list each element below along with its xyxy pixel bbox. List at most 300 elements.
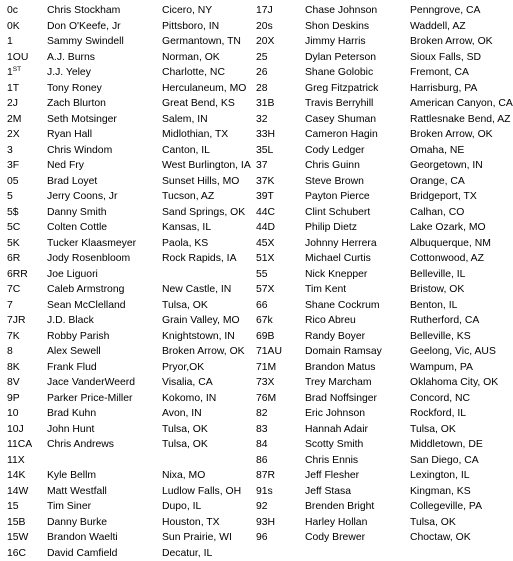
driver-row bbox=[7, 81, 247, 97]
driver-name: Ryan Hall bbox=[47, 127, 155, 143]
car-number bbox=[7, 205, 47, 221]
driver-row bbox=[7, 530, 247, 546]
driver-name: Michael Curtis bbox=[305, 251, 410, 267]
car-number-text: 1OU bbox=[7, 52, 28, 63]
driver-name: Joe Liguori bbox=[47, 267, 155, 283]
driver-name: Harley Hollan bbox=[305, 515, 410, 531]
car-number bbox=[7, 65, 47, 81]
car-number-text: 5 bbox=[7, 191, 13, 202]
hometown: Fremont, CA bbox=[410, 65, 502, 81]
car-number bbox=[256, 96, 305, 112]
hometown: Kingman, KS bbox=[410, 484, 502, 500]
driver-row bbox=[256, 313, 502, 329]
hometown: Germantown, TN bbox=[162, 34, 250, 50]
driver-name: John Hunt bbox=[47, 422, 155, 438]
car-number bbox=[7, 81, 47, 97]
driver-name: Zach Blurton bbox=[47, 96, 155, 112]
driver-name: Alex Sewell bbox=[47, 344, 155, 360]
hometown: Penngrove, CA bbox=[410, 3, 502, 19]
car-number bbox=[7, 344, 47, 360]
car-number bbox=[256, 174, 305, 190]
driver-row bbox=[256, 406, 502, 422]
car-number-text: 73X bbox=[256, 377, 275, 388]
car-number bbox=[256, 499, 305, 515]
hometown: Bristow, OK bbox=[410, 282, 502, 298]
driver-name: Philip Dietz bbox=[305, 220, 410, 236]
driver-name: Hannah Adair bbox=[305, 422, 410, 438]
driver-name: Steve Brown bbox=[305, 174, 410, 190]
hometown: Sand Springs, OK bbox=[162, 205, 250, 221]
hometown: Dupo, IL bbox=[162, 499, 250, 515]
driver-name: Sean McClelland bbox=[47, 298, 155, 314]
car-number-text: 2M bbox=[7, 114, 21, 125]
car-number-text: 7K bbox=[7, 331, 20, 342]
car-number-text: 35L bbox=[256, 145, 273, 156]
driver-name: Tim Siner bbox=[47, 499, 155, 515]
car-number-text: 1 bbox=[7, 36, 13, 47]
car-number-text: 44D bbox=[256, 222, 275, 233]
driver-name: Matt Westfall bbox=[47, 484, 155, 500]
car-number-text: 71AU bbox=[256, 346, 282, 357]
hometown: Tulsa, OK bbox=[162, 437, 250, 453]
driver-name: Jimmy Harris bbox=[305, 34, 410, 50]
driver-name: Brenden Bright bbox=[305, 499, 410, 515]
hometown: Decatur, IL bbox=[162, 546, 250, 561]
car-number-text: 83 bbox=[256, 424, 268, 435]
driver-row bbox=[7, 19, 247, 35]
car-number-text: 7 bbox=[7, 300, 13, 311]
hometown: Concord, NC bbox=[410, 391, 502, 407]
driver-name: Rico Abreu bbox=[305, 313, 410, 329]
driver-name: Tim Kent bbox=[305, 282, 410, 298]
driver-name: A.J. Burns bbox=[47, 50, 155, 66]
hometown: Tulsa, OK bbox=[162, 298, 250, 314]
car-number-text: 16C bbox=[7, 548, 26, 559]
driver-name: Cody Ledger bbox=[305, 143, 410, 159]
car-number bbox=[7, 406, 47, 422]
driver-row bbox=[7, 282, 247, 298]
car-number bbox=[256, 515, 305, 531]
car-number bbox=[256, 406, 305, 422]
driver-name: Cody Brewer bbox=[305, 530, 410, 546]
hometown: Lake Ozark, MO bbox=[410, 220, 502, 236]
hometown: Charlotte, NC bbox=[162, 65, 250, 81]
car-number bbox=[7, 236, 47, 252]
car-number-text: 2J bbox=[7, 98, 18, 109]
driver-row bbox=[256, 189, 502, 205]
car-number bbox=[7, 267, 47, 283]
driver-row bbox=[256, 81, 502, 97]
driver-row bbox=[256, 174, 502, 190]
driver-row bbox=[7, 546, 247, 561]
car-number bbox=[7, 189, 47, 205]
car-number-text: 5C bbox=[7, 222, 20, 233]
driver-name: Danny Smith bbox=[47, 205, 155, 221]
driver-name: Scotty Smith bbox=[305, 437, 410, 453]
driver-row bbox=[7, 298, 247, 314]
car-number bbox=[7, 468, 47, 484]
driver-row bbox=[7, 360, 247, 376]
car-number bbox=[7, 50, 47, 66]
car-number-text: 8 bbox=[7, 346, 13, 357]
car-number bbox=[256, 484, 305, 500]
driver-name: Seth Motsinger bbox=[47, 112, 155, 128]
car-number bbox=[256, 267, 305, 283]
driver-row bbox=[256, 360, 502, 376]
hometown: Orange, CA bbox=[410, 174, 502, 190]
driver-name: Cameron Hagin bbox=[305, 127, 410, 143]
driver-name: Don O'Keefe, Jr bbox=[47, 19, 155, 35]
hometown: Tucson, AZ bbox=[162, 189, 250, 205]
car-number bbox=[7, 220, 47, 236]
car-number-text: 82 bbox=[256, 408, 268, 419]
driver-name: Shane Golobic bbox=[305, 65, 410, 81]
hometown: Pittsboro, IN bbox=[162, 19, 250, 35]
car-number-text: 1T bbox=[7, 83, 19, 94]
hometown: Rattlesnake Bend, AZ bbox=[410, 112, 502, 128]
car-number bbox=[7, 360, 47, 376]
car-number-text: 5K bbox=[7, 238, 20, 249]
car-number-text: 28 bbox=[256, 83, 268, 94]
car-number-text: 69B bbox=[256, 331, 275, 342]
driver-row bbox=[256, 251, 502, 267]
car-number bbox=[256, 34, 305, 50]
driver-row bbox=[7, 515, 247, 531]
driver-row bbox=[256, 344, 502, 360]
driver-name: Tony Roney bbox=[47, 81, 155, 97]
hometown: Tulsa, OK bbox=[410, 515, 502, 531]
hometown: Tulsa, OK bbox=[162, 422, 250, 438]
driver-name: Shane Cockrum bbox=[305, 298, 410, 314]
car-number bbox=[7, 329, 47, 345]
car-number bbox=[256, 453, 305, 469]
driver-name: Dylan Peterson bbox=[305, 50, 410, 66]
car-number-text: 57X bbox=[256, 284, 275, 295]
driver-row bbox=[256, 282, 502, 298]
car-number-text: 67k bbox=[256, 315, 273, 326]
driver-name: David Camfield bbox=[47, 546, 155, 561]
driver-row bbox=[256, 112, 502, 128]
car-number bbox=[7, 127, 47, 143]
car-number-text: 76M bbox=[256, 393, 276, 404]
driver-name: Shon Deskins bbox=[305, 19, 410, 35]
driver-name: Jeff Stasa bbox=[305, 484, 410, 500]
car-number-text: 0c bbox=[7, 5, 18, 16]
hometown: Calhan, CO bbox=[410, 205, 502, 221]
car-number bbox=[7, 375, 47, 391]
driver-row bbox=[256, 50, 502, 66]
car-number bbox=[256, 344, 305, 360]
driver-name: Chris Ennis bbox=[305, 453, 410, 469]
hometown: Grain Valley, MO bbox=[162, 313, 250, 329]
hometown: Belleville, KS bbox=[410, 329, 502, 345]
car-number bbox=[7, 313, 47, 329]
driver-row bbox=[256, 375, 502, 391]
roster-column-right bbox=[256, 3, 502, 546]
driver-row bbox=[7, 3, 247, 19]
hometown: Broken Arrow, OK bbox=[410, 34, 502, 50]
driver-name: Brandon Waelti bbox=[47, 530, 155, 546]
hometown: West Burlington, IA bbox=[162, 158, 250, 174]
car-number-text: 3 bbox=[7, 145, 13, 156]
car-number-text: 32 bbox=[256, 114, 268, 125]
car-number-text: 55 bbox=[256, 269, 268, 280]
driver-row bbox=[256, 158, 502, 174]
car-number-text: 3F bbox=[7, 160, 19, 171]
car-number-text: 96 bbox=[256, 532, 268, 543]
hometown: Bridgeport, TX bbox=[410, 189, 502, 205]
car-number-text: 37 bbox=[256, 160, 268, 171]
car-number bbox=[7, 546, 47, 561]
car-number-text: 10J bbox=[7, 424, 24, 435]
driver-name: Payton Pierce bbox=[305, 189, 410, 205]
car-number bbox=[256, 127, 305, 143]
car-number bbox=[256, 437, 305, 453]
car-number-text: 5$ bbox=[7, 207, 19, 218]
hometown: New Castle, IN bbox=[162, 282, 250, 298]
driver-row bbox=[7, 406, 247, 422]
hometown: Broken Arrow, OK bbox=[162, 344, 250, 360]
car-number bbox=[256, 375, 305, 391]
car-number-text: 6RR bbox=[7, 269, 28, 280]
car-number-text: 7JR bbox=[7, 315, 25, 326]
car-number bbox=[7, 251, 47, 267]
hometown: Waddell, AZ bbox=[410, 19, 502, 35]
car-number bbox=[7, 96, 47, 112]
hometown: Geelong, Vic, AUS bbox=[410, 344, 502, 360]
driver-name: Johnny Herrera bbox=[305, 236, 410, 252]
driver-row bbox=[7, 375, 247, 391]
driver-name: Robby Parish bbox=[47, 329, 155, 345]
hometown: Middletown, DE bbox=[410, 437, 502, 453]
driver-name: Chris Windom bbox=[47, 143, 155, 159]
car-number-text: 9P bbox=[7, 393, 20, 404]
car-number-text: 15B bbox=[7, 517, 26, 528]
driver-row bbox=[7, 127, 247, 143]
driver-name: Sammy Swindell bbox=[47, 34, 155, 50]
driver-name: Chris Stockham bbox=[47, 3, 155, 19]
driver-name: Clint Schubert bbox=[305, 205, 410, 221]
driver-row bbox=[7, 50, 247, 66]
car-number bbox=[256, 298, 305, 314]
driver-name: Tucker Klaasmeyer bbox=[47, 236, 155, 252]
driver-row bbox=[7, 65, 247, 81]
driver-name: Trey Marcham bbox=[305, 375, 410, 391]
hometown: Houston, TX bbox=[162, 515, 250, 531]
driver-name: Travis Berryhill bbox=[305, 96, 410, 112]
car-number-text: 0K bbox=[7, 21, 20, 32]
car-number-text: 7C bbox=[7, 284, 20, 295]
car-number-text: 1 bbox=[7, 67, 13, 78]
car-number-text: 17J bbox=[256, 5, 273, 16]
driver-name: Brad Loyet bbox=[47, 174, 155, 190]
driver-row bbox=[7, 112, 247, 128]
car-number-text: 10 bbox=[7, 408, 19, 419]
driver-name: J.J. Yeley bbox=[47, 65, 155, 81]
hometown: Lexington, IL bbox=[410, 468, 502, 484]
driver-name: Jerry Coons, Jr bbox=[47, 189, 155, 205]
car-number bbox=[7, 515, 47, 531]
car-number bbox=[256, 282, 305, 298]
hometown: Choctaw, OK bbox=[410, 530, 502, 546]
car-number bbox=[7, 453, 47, 469]
car-number bbox=[7, 34, 47, 50]
car-number-text: 15W bbox=[7, 532, 28, 543]
driver-row bbox=[7, 468, 247, 484]
car-number-text: 91s bbox=[256, 486, 273, 497]
driver-row bbox=[7, 499, 247, 515]
driver-row bbox=[256, 96, 502, 112]
driver-name: Jody Rosenbloom bbox=[47, 251, 155, 267]
driver-row bbox=[7, 437, 247, 453]
car-number bbox=[256, 251, 305, 267]
car-number bbox=[7, 499, 47, 515]
car-number-text: 11X bbox=[7, 455, 25, 466]
driver-row bbox=[7, 453, 247, 469]
hometown: Great Bend, KS bbox=[162, 96, 250, 112]
car-number bbox=[7, 437, 47, 453]
car-number-text: 14K bbox=[7, 470, 26, 481]
hometown: Visalia, CA bbox=[162, 375, 250, 391]
driver-row bbox=[256, 530, 502, 546]
hometown: Albuquerque, NM bbox=[410, 236, 502, 252]
driver-row bbox=[7, 189, 247, 205]
hometown: Cottonwood, AZ bbox=[410, 251, 502, 267]
driver-name: Brad Kuhn bbox=[47, 406, 155, 422]
car-number bbox=[7, 298, 47, 314]
hometown: Cicero, NY bbox=[162, 3, 250, 19]
car-number bbox=[7, 158, 47, 174]
hometown: Collegeville, PA bbox=[410, 499, 502, 515]
car-number-text: 8K bbox=[7, 362, 20, 373]
driver-row bbox=[7, 313, 247, 329]
car-number bbox=[256, 391, 305, 407]
driver-row bbox=[256, 143, 502, 159]
driver-row bbox=[7, 344, 247, 360]
driver-row bbox=[7, 205, 247, 221]
driver-row bbox=[7, 96, 247, 112]
driver-row bbox=[7, 220, 247, 236]
car-number-text: 31B bbox=[256, 98, 275, 109]
car-number bbox=[256, 236, 305, 252]
driver-name: Colten Cottle bbox=[47, 220, 155, 236]
hometown: Canton, IL bbox=[162, 143, 250, 159]
car-number-text: 45X bbox=[256, 238, 275, 249]
hometown: Salem, IN bbox=[162, 112, 250, 128]
driver-name: Nick Knepper bbox=[305, 267, 410, 283]
car-number-text: 8V bbox=[7, 377, 20, 388]
car-number bbox=[256, 81, 305, 97]
hometown: Herculaneum, MO bbox=[162, 81, 250, 97]
car-number-text: 20s bbox=[256, 21, 273, 32]
car-number-text: 15 bbox=[7, 501, 19, 512]
hometown: Tulsa, OK bbox=[410, 422, 502, 438]
driver-name: Randy Boyer bbox=[305, 329, 410, 345]
hometown: Harrisburg, PA bbox=[410, 81, 502, 97]
hometown: San Diego, CA bbox=[410, 453, 502, 469]
driver-name: Danny Burke bbox=[47, 515, 155, 531]
hometown: Oklahoma City, OK bbox=[410, 375, 502, 391]
car-number bbox=[7, 174, 47, 190]
car-number-text: 86 bbox=[256, 455, 268, 466]
car-number bbox=[7, 112, 47, 128]
car-number bbox=[7, 422, 47, 438]
car-number bbox=[256, 220, 305, 236]
car-number bbox=[256, 3, 305, 19]
car-number-text: 20X bbox=[256, 36, 275, 47]
car-number-text: 66 bbox=[256, 300, 268, 311]
driver-row bbox=[256, 329, 502, 345]
driver-row bbox=[256, 298, 502, 314]
hometown: Pryor,OK bbox=[162, 360, 250, 376]
car-number-text: 37K bbox=[256, 176, 275, 187]
hometown: Ludlow Falls, OH bbox=[162, 484, 250, 500]
car-number-text: 33H bbox=[256, 129, 275, 140]
driver-name: Ned Fry bbox=[47, 158, 155, 174]
driver-row bbox=[256, 453, 502, 469]
driver-name: Jeff Flesher bbox=[305, 468, 410, 484]
car-number-text: 6R bbox=[7, 253, 20, 264]
driver-row bbox=[256, 391, 502, 407]
driver-row bbox=[256, 220, 502, 236]
car-number-superscript: ST bbox=[13, 66, 21, 73]
driver-row bbox=[256, 468, 502, 484]
driver-row bbox=[7, 484, 247, 500]
driver-row bbox=[256, 437, 502, 453]
hometown: Sunset Hills, MO bbox=[162, 174, 250, 190]
car-number bbox=[256, 143, 305, 159]
driver-row bbox=[256, 499, 502, 515]
car-number bbox=[256, 189, 305, 205]
driver-name: Jace VanderWeerd bbox=[47, 375, 155, 391]
driver-row bbox=[7, 267, 247, 283]
car-number bbox=[7, 143, 47, 159]
driver-row bbox=[7, 34, 247, 50]
car-number bbox=[256, 422, 305, 438]
driver-name: Brandon Matus bbox=[305, 360, 410, 376]
hometown: Georgetown, IN bbox=[410, 158, 502, 174]
hometown: Knightstown, IN bbox=[162, 329, 250, 345]
car-number bbox=[7, 282, 47, 298]
driver-name: Chase Johnson bbox=[305, 3, 410, 19]
car-number-text: 26 bbox=[256, 67, 268, 78]
car-number bbox=[256, 65, 305, 81]
driver-row bbox=[7, 251, 247, 267]
car-number-text: 2X bbox=[7, 129, 20, 140]
car-number bbox=[256, 50, 305, 66]
car-number bbox=[256, 205, 305, 221]
car-number bbox=[256, 313, 305, 329]
driver-row bbox=[7, 329, 247, 345]
driver-name: Casey Shuman bbox=[305, 112, 410, 128]
driver-row bbox=[7, 391, 247, 407]
car-number bbox=[256, 329, 305, 345]
driver-row bbox=[256, 19, 502, 35]
hometown: Sun Prairie, WI bbox=[162, 530, 250, 546]
hometown: Benton, IL bbox=[410, 298, 502, 314]
car-number bbox=[256, 468, 305, 484]
car-number-text: 14W bbox=[7, 486, 28, 497]
hometown: Wampum, PA bbox=[410, 360, 502, 376]
car-number-text: 44C bbox=[256, 207, 275, 218]
driver-name: J.D. Black bbox=[47, 313, 155, 329]
hometown: Omaha, NE bbox=[410, 143, 502, 159]
car-number bbox=[7, 484, 47, 500]
hometown: Norman, OK bbox=[162, 50, 250, 66]
hometown: Sioux Falls, SD bbox=[410, 50, 502, 66]
driver-row bbox=[256, 236, 502, 252]
car-number bbox=[7, 391, 47, 407]
